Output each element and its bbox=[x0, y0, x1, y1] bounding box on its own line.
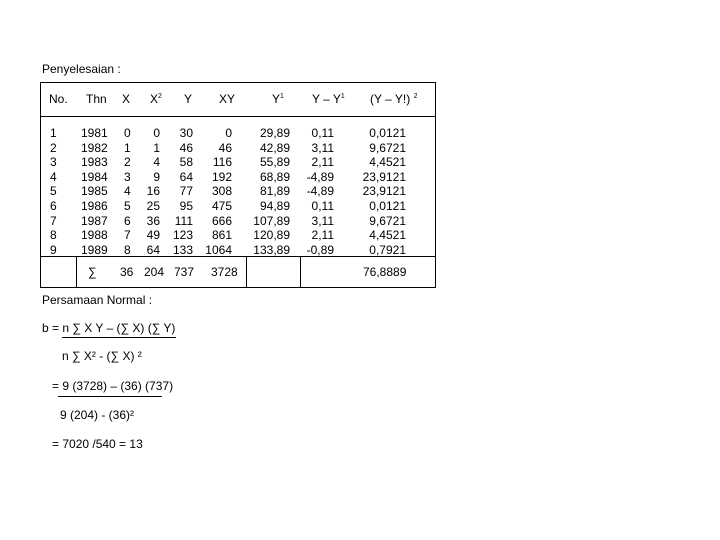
total-x: 36 bbox=[120, 265, 134, 279]
table-cell: 46 bbox=[218, 140, 232, 155]
table-cell: 0,11 bbox=[311, 126, 334, 140]
fraction-line-1 bbox=[62, 337, 176, 338]
table-cell: 42,89 bbox=[259, 140, 290, 155]
table-cell: 0,0121 bbox=[369, 126, 406, 140]
table-cell: 49 bbox=[146, 228, 160, 243]
table-cell: 2 bbox=[124, 155, 131, 170]
table-top-border bbox=[40, 82, 436, 83]
header-no: No. bbox=[49, 92, 68, 106]
table-cell: 1983 bbox=[81, 155, 108, 170]
table-cell: 107,89 bbox=[253, 213, 290, 228]
col-y-predicted bbox=[246, 126, 290, 257]
table-left-border bbox=[40, 82, 41, 288]
table-cell: 1064 bbox=[205, 242, 232, 257]
table-cell: 0,11 bbox=[311, 198, 334, 213]
denominator-values: 9 (204) - (36)² bbox=[60, 408, 135, 422]
table-cell: 1981 bbox=[81, 126, 108, 140]
table-cell: 1989 bbox=[81, 242, 108, 257]
table-cell: 25 bbox=[146, 198, 160, 213]
total-x2: 204 bbox=[144, 265, 165, 279]
table-cell: 95 bbox=[179, 198, 193, 213]
table-cell: 0,0121 bbox=[369, 198, 406, 213]
table-col-divider-1 bbox=[76, 256, 77, 288]
table-cell: 2,11 bbox=[311, 155, 334, 170]
table-col-divider-3 bbox=[300, 256, 301, 288]
numerator-values: = 9 (3728) – (36) (737) bbox=[52, 379, 174, 393]
col-y-diff-squared bbox=[352, 126, 406, 257]
table-cell: 116 bbox=[212, 155, 232, 170]
table-cell: 6 bbox=[50, 198, 57, 213]
table-cell: 46 bbox=[179, 140, 193, 155]
table-cell: 4 bbox=[153, 155, 160, 170]
result-line: = 7020 /540 = 13 bbox=[52, 437, 143, 451]
table-cell: 4 bbox=[124, 184, 131, 199]
table-header-divider bbox=[40, 116, 436, 117]
table-cell: 2,11 bbox=[311, 228, 334, 243]
table-col-divider-2 bbox=[246, 256, 247, 288]
header-y-predicted: $Y^1$ bbox=[272, 92, 284, 106]
table-cell: 64 bbox=[146, 242, 160, 257]
table-cell: 23,9121 bbox=[362, 169, 406, 184]
table-cell: 81,89 bbox=[259, 184, 290, 199]
table-cell: 68,89 bbox=[259, 169, 290, 184]
table-cell: 16 bbox=[146, 184, 160, 199]
table-cell: 4 bbox=[50, 169, 57, 184]
header-xy: XY bbox=[219, 92, 236, 106]
b-formula-denominator: n ∑ X² - (∑ X) ² bbox=[62, 349, 142, 363]
table-cell: 36 bbox=[146, 213, 160, 228]
table-cell: 77 bbox=[179, 184, 193, 199]
table-cell: 30 bbox=[179, 126, 193, 140]
table-cell: 5 bbox=[124, 198, 131, 213]
table-cell: 9 bbox=[153, 169, 160, 184]
table-cell: 133 bbox=[172, 242, 193, 257]
table-cell: 0,7921 bbox=[369, 242, 406, 257]
table-cell: 1 bbox=[124, 140, 131, 155]
header-x: X bbox=[122, 92, 131, 106]
section-title: Penyelesaian : bbox=[42, 62, 121, 76]
col-y-diff bbox=[302, 126, 334, 257]
table-cell: 1985 bbox=[81, 184, 108, 199]
table-cell: 0 bbox=[153, 126, 160, 140]
total-y: 737 bbox=[174, 265, 195, 279]
table-cell: 3 bbox=[50, 155, 57, 170]
col-no bbox=[50, 126, 57, 257]
header-y-diff-squared: (Y – Y!) $^2$ bbox=[370, 92, 418, 106]
table-cell: 0 bbox=[225, 126, 232, 140]
table-cell: 120,89 bbox=[253, 228, 290, 243]
table-cell: 1988 bbox=[81, 228, 108, 243]
table-cell: 1982 bbox=[81, 140, 108, 155]
table-cell: 111 bbox=[174, 213, 193, 228]
table-cell: 2 bbox=[50, 140, 57, 155]
table-cell: 9,6721 bbox=[369, 213, 406, 228]
table-cell: 23,9121 bbox=[362, 184, 406, 199]
table-cell: 1986 bbox=[81, 198, 108, 213]
table-cell: 3 bbox=[124, 169, 131, 184]
table-cell: 94,89 bbox=[259, 198, 290, 213]
table-cell: 0 bbox=[124, 126, 131, 140]
table-cell: 133,89 bbox=[253, 242, 290, 257]
table-cell: -4,89 bbox=[306, 169, 334, 184]
table-cell: -4,89 bbox=[306, 184, 334, 199]
totals-sigma: ∑ bbox=[88, 265, 97, 279]
table-cell: 8 bbox=[50, 228, 57, 243]
total-y-diff-squared: 76,8889 bbox=[363, 265, 407, 279]
header-x2: $X^2$ bbox=[150, 92, 162, 106]
table-cell: 666 bbox=[211, 213, 232, 228]
table-cell: 29,89 bbox=[259, 126, 290, 140]
table-cell: 123 bbox=[172, 228, 193, 243]
table-cell: 1984 bbox=[81, 169, 108, 184]
table-cell: 7 bbox=[124, 228, 131, 243]
table-cell: 3,11 bbox=[311, 213, 334, 228]
fraction-line-2 bbox=[58, 396, 162, 397]
col-xy bbox=[200, 126, 232, 257]
table-cell: 5 bbox=[50, 184, 57, 199]
total-xy: 3728 bbox=[211, 265, 238, 279]
header-thn: Thn bbox=[86, 92, 107, 106]
col-y bbox=[168, 126, 193, 257]
table-cell: 9 bbox=[50, 242, 57, 257]
table-cell: 4,4521 bbox=[369, 155, 406, 170]
table-cell: 1 bbox=[153, 140, 160, 155]
table-cell: 1 bbox=[50, 126, 57, 140]
col-x bbox=[124, 126, 131, 257]
table-cell: 6 bbox=[124, 213, 131, 228]
table-cell: 1987 bbox=[81, 213, 108, 228]
table-cell: 192 bbox=[211, 169, 232, 184]
table-cell: 475 bbox=[211, 198, 232, 213]
table-cell: 64 bbox=[179, 169, 193, 184]
table-cell: 55,89 bbox=[259, 155, 290, 170]
b-formula-numerator: b = n ∑ X Y – (∑ X) (∑ Y) bbox=[42, 321, 176, 335]
table-cell: 3,11 bbox=[311, 140, 334, 155]
col-thn bbox=[81, 126, 108, 257]
table-cell: 9,6721 bbox=[369, 140, 406, 155]
table-cell: 7 bbox=[50, 213, 57, 228]
table-cell: 8 bbox=[124, 242, 131, 257]
header-y-diff: Y – $Y^1$ bbox=[312, 92, 345, 106]
col-x2 bbox=[140, 126, 160, 257]
table-cell: 861 bbox=[211, 228, 232, 243]
table-cell: -0,89 bbox=[306, 242, 334, 257]
table-cell: 308 bbox=[211, 184, 232, 199]
table-cell: 58 bbox=[179, 155, 193, 170]
normal-equation-heading: Persamaan Normal : bbox=[42, 293, 153, 307]
header-y: Y bbox=[184, 92, 193, 106]
table-cell: 4,4521 bbox=[369, 228, 406, 243]
